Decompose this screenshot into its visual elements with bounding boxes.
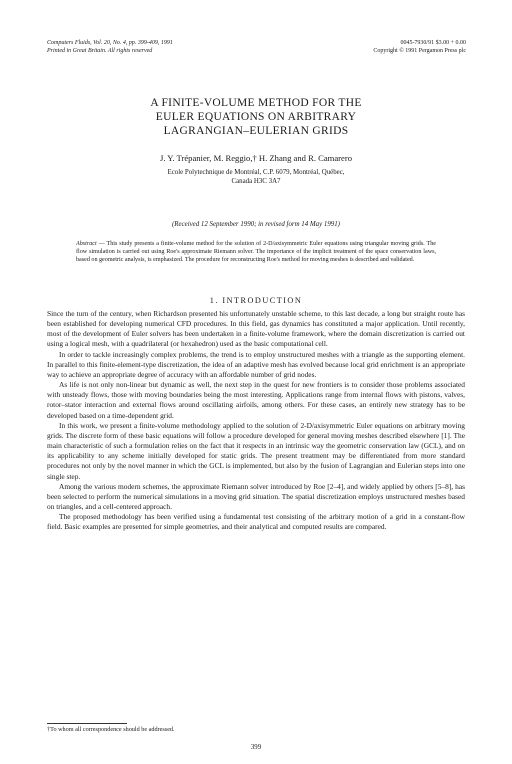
page-number: 399 bbox=[250, 744, 262, 751]
abstract-label: Abstract bbox=[76, 241, 97, 247]
printed-notice: Printed in Great Britain. All rights reserved bbox=[47, 47, 153, 54]
copyright-notice: Copyright © 1991 Pergamon Press plc bbox=[373, 47, 466, 54]
affiliation-line-2: Canada H3C 3A7 bbox=[231, 178, 281, 185]
journal-citation: Computers Fluids, Vol. 20, No. 4, pp. 399-409, 1991 bbox=[47, 40, 173, 46]
issn-price: 0045-7930/91 $3.00 + 0.00 bbox=[400, 40, 466, 46]
body-text bbox=[47, 309, 465, 532]
section-heading-introduction: 1. INTRODUCTION bbox=[209, 296, 303, 305]
paragraph: Since the turn of the century, when Richardson presented his unfortunately unstable scheme, to this last decade, a long but straight route has been established for developing numerical CFD procedures. In this field, gas dynamics has constituted a major application. Until recently, most of the development of Euler solvers has been undertaken in a finite-volume framework, where the domain discretization is carried out using a logical mesh, with a quadrilateral (or hexahedron) used as the basic computational cell. bbox=[47, 309, 465, 349]
title-line-1: A FINITE-VOLUME METHOD FOR THE bbox=[150, 97, 362, 109]
article-title bbox=[60, 96, 452, 138]
copyright-header bbox=[246, 40, 466, 55]
affiliation-line-1: Ecole Polytechnique de Montréal, C.P. 6079, Montréal, Québec, bbox=[167, 169, 345, 176]
affiliation bbox=[80, 168, 432, 186]
paragraph: Among the various modern schemes, the approximate Riemann solver introduced by Roe [2–4], and widely applied by others [5–8], has been selected to perform the numerical simulations in a moving grid situation. The spatial discretization employs unstructured meshes based on triangles, and a cell-centered approach. bbox=[47, 481, 465, 511]
journal-header bbox=[47, 40, 277, 55]
received-date: (Received 12 September 1990; in revised form 14 May 1991) bbox=[172, 221, 340, 228]
footnote-divider bbox=[47, 723, 127, 724]
title-line-2: EULER EQUATIONS ON ARBITRARY bbox=[155, 111, 357, 123]
abstract-text: This study presents a finite-volume method for the solution of 2-D/axisymmetric Euler equations using triangular moving grids. The flow simulation is carried out using Roe's approximate Riemann solver. The importance of the implicit treatment of the space conservation laws, based on geometric analysis, is emphasized. The procedure for reconstructing Roe's method for moving meshes is described and validated. bbox=[76, 241, 436, 264]
paragraph: As life is not only non-linear but dynamic as well, the next step in the quest for new frontiers is to consider those problems associated with unsteady flows, those with moving boundaries being the most interesting. Applications range from internal flows with pistons, valves, rotor–stator interaction and external flows around oscillating airfoils, among others. For these cases, an entirely new strategy has to be developed based on a time-dependent grid. bbox=[47, 380, 465, 420]
paragraph: In order to tackle increasingly complex problems, the trend is to employ unstructured meshes with a triangle as the supporting element. In parallel to this finite-element-type discretization, the idea of an adaptive mesh has evolved because local grid enrichment is an appropriate way to achieve an appropriate degree of accuracy with an affordable number of grid nodes. bbox=[47, 349, 465, 379]
paragraph: The proposed methodology has been verified using a fundamental test consisting of the arbitrary motion of a grid in a constant-flow field. Basic examples are presented for simple geometries, and their analytical and computed results are compared. bbox=[47, 512, 465, 532]
paragraph: In this work, we present a finite-volume methodology applied to the solution of 2-D/axisymmetric Euler equations on arbitrary moving grids. The discrete form of these basic equations will follow a procedure developed for general moving meshes described elsewhere [1]. The main characteristic of such a formulation relies on the fact that it respects in an intrinsic way the geometric conservation law (GCL), and on its applicability to any scheme initially developed for static grids. The present treatment may be differentiated from more standard procedures not only by the novel manner in which the GCL is implemented, but also by the fusion of Lagrangian and Eulerian steps into one single step. bbox=[47, 420, 465, 481]
author-list: J. Y. Trépanier, M. Reggio,† H. Zhang and R. Camarero bbox=[159, 153, 353, 163]
footnote: †To whom all correspondence should be addressed. bbox=[47, 726, 175, 733]
title-line-3: LAGRANGIAN–EULERIAN GRIDS bbox=[163, 125, 349, 137]
abstract: Abstract — This study presents a finite-volume method for the solution of 2-D/axisymmetric Euler equations using triangular moving grids. The flow simulation is carried out using Roe's approximate Riemann solver. The importance of the implicit treatment of the space conservation laws, based on geometric analysis, is emphasized. The procedure for reconstructing Roe's method for moving meshes is described and validated. bbox=[76, 241, 436, 264]
